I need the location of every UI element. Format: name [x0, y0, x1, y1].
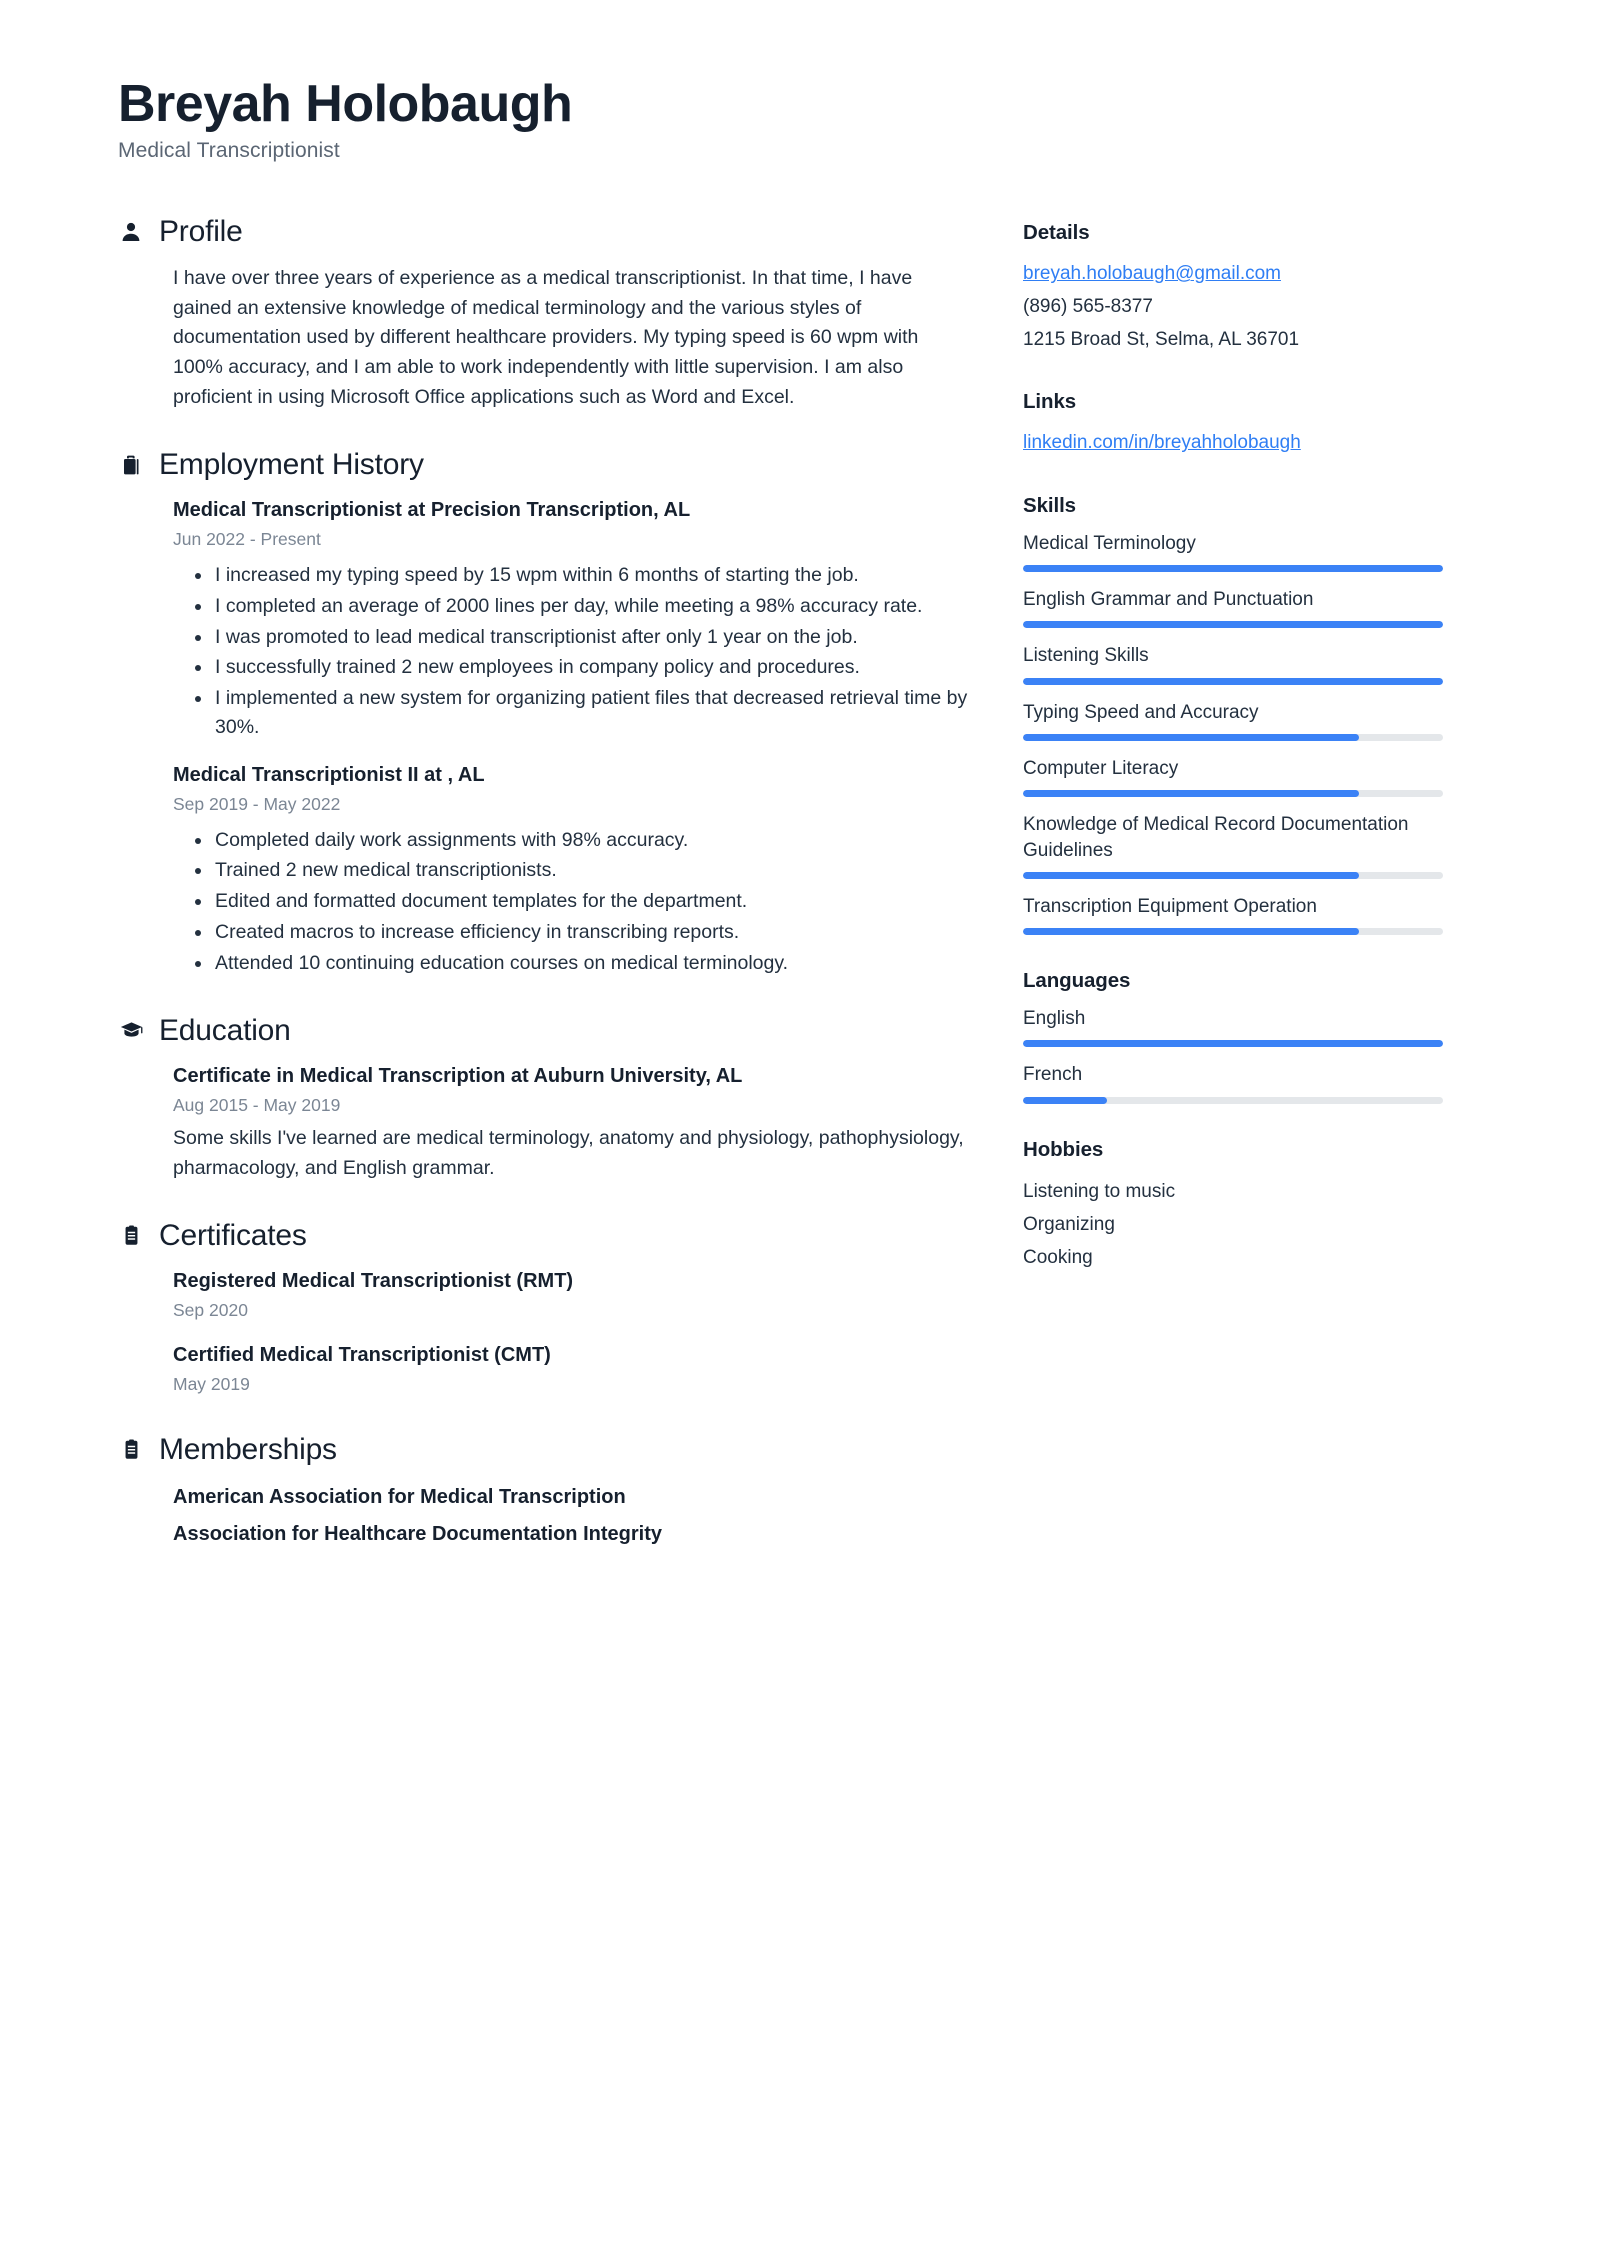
education-entry-date: Aug 2015 - May 2019 — [173, 1094, 341, 1115]
skill-bar-fill — [1023, 928, 1359, 935]
language-bar-track — [1023, 1040, 1443, 1047]
sidebar-column — [1023, 215, 1443, 1308]
skill-item — [1023, 894, 1443, 935]
section-employment-header — [118, 448, 968, 481]
list-item: I successfully trained 2 new employees in company policy and procedures. — [177, 653, 968, 682]
skill-item — [1023, 756, 1443, 797]
list-item: Created macros to increase efficiency in transcribing reports. — [177, 918, 968, 947]
skill-item — [1023, 587, 1443, 628]
section-certificates-body — [118, 1268, 968, 1397]
sidebar-languages-title: Languages — [1023, 969, 1131, 993]
person-icon — [118, 219, 144, 245]
resume-columns — [118, 215, 1520, 1586]
list-item: I was promoted to lead medical transcriptionist after only 1 year on the job. — [177, 623, 968, 652]
sidebar-skills-title: Skills — [1023, 493, 1076, 517]
certificate-entry-title: Registered Medical Transcriptionist (RMT) — [173, 1269, 574, 1292]
skill-item — [1023, 531, 1443, 572]
membership-entry: Association for Healthcare Documentation Integrity — [173, 1522, 662, 1545]
section-memberships-title: Memberships — [159, 1432, 337, 1466]
sidebar-details-title: Details — [1023, 221, 1090, 245]
clipboard-icon — [118, 1222, 144, 1248]
employment-entry-bullets — [173, 561, 968, 742]
list-item: I completed an average of 2000 lines per day, while meeting a 98% accuracy rate. — [177, 592, 968, 621]
language-bar-fill — [1023, 1040, 1443, 1047]
skill-bar-track — [1023, 928, 1443, 935]
sidebar-languages — [1023, 969, 1443, 1104]
language-bar-track — [1023, 1097, 1443, 1104]
skill-bar-track — [1023, 734, 1443, 741]
section-employment-body — [118, 497, 968, 977]
skill-bar-fill — [1023, 678, 1443, 685]
skill-bar-fill — [1023, 790, 1359, 797]
skill-bar-track — [1023, 790, 1443, 797]
section-certificates-header — [118, 1219, 968, 1252]
section-employment — [118, 448, 968, 977]
section-profile-body — [118, 264, 968, 412]
list-item: Edited and formatted document templates for the department. — [177, 887, 968, 916]
skill-bar-fill — [1023, 565, 1443, 572]
skill-bar-fill — [1023, 872, 1359, 879]
skill-label: Knowledge of Medical Record Documentation Guidelines — [1023, 814, 1409, 861]
skill-label: Typing Speed and Accuracy — [1023, 701, 1259, 723]
skill-item — [1023, 700, 1443, 741]
section-education — [118, 1014, 968, 1183]
section-education-body — [118, 1063, 968, 1183]
education-entry-description: Some skills I've learned are medical terminology, anatomy and physiology, pathophysiology, pharmacology, and English grammar. — [173, 1127, 964, 1179]
candidate-name: Breyah Holobaugh — [118, 75, 573, 133]
hobby-item: Organizing — [1023, 1213, 1115, 1235]
employment-entry — [173, 762, 968, 978]
list-item: I increased my typing speed by 15 wpm within 6 months of starting the job. — [177, 561, 968, 590]
language-item — [1023, 1062, 1443, 1103]
employment-entry — [173, 497, 968, 742]
skill-label: Transcription Equipment Operation — [1023, 895, 1317, 917]
section-profile-header — [118, 215, 968, 248]
phone-number: (896) 565-8377 — [1023, 295, 1153, 317]
address: 1215 Broad St, Selma, AL 36701 — [1023, 328, 1300, 350]
section-profile — [118, 215, 968, 412]
email-link[interactable]: breyah.holobaugh@gmail.com — [1023, 263, 1281, 285]
language-label: French — [1023, 1064, 1083, 1086]
profile-text: I have over three years of experience as a medical transcriptionist. In that time, I have gained an extensive knowledge of medical terminology and the various styles of documentation used by different healthcare providers. My typing speed is 60 wpm with 100% accuracy, and I am able to work independently with little supervision. I am also proficient in using Microsoft Office applications such as Word and Excel. — [173, 267, 919, 408]
certificate-entry — [173, 1268, 968, 1323]
membership-entry: American Association for Medical Transcription — [173, 1485, 626, 1508]
skill-bar-track — [1023, 565, 1443, 572]
graduation-cap-icon — [118, 1017, 144, 1043]
skill-bar-fill — [1023, 621, 1443, 628]
education-entry — [173, 1063, 968, 1183]
employment-entry-title: Medical Transcriptionist at Precision Transcription, AL — [173, 499, 691, 522]
section-profile-title: Profile — [159, 215, 243, 249]
employment-entry-date: Jun 2022 - Present — [173, 529, 321, 550]
sidebar-links — [1023, 390, 1443, 460]
list-item: Completed daily work assignments with 98% accuracy. — [177, 826, 968, 855]
sidebar-hobbies-title: Hobbies — [1023, 1137, 1104, 1161]
section-memberships-header — [118, 1433, 968, 1466]
list-item: I implemented a new system for organizing patient files that decreased retrieval time by 30%. — [177, 684, 968, 742]
employment-entry-bullets — [173, 826, 968, 978]
sidebar-links-title: Links — [1023, 390, 1077, 414]
list-item: Trained 2 new medical transcriptionists. — [177, 856, 968, 885]
skill-label: Medical Terminology — [1023, 532, 1196, 554]
skill-item — [1023, 812, 1443, 879]
section-memberships-body — [118, 1482, 968, 1550]
certificate-entry-date: May 2019 — [173, 1374, 250, 1395]
clipboard-icon — [118, 1436, 144, 1462]
skill-label: English Grammar and Punctuation — [1023, 589, 1314, 611]
skill-bar-track — [1023, 621, 1443, 628]
section-certificates — [118, 1219, 968, 1397]
skill-label: Computer Literacy — [1023, 757, 1179, 779]
language-bar-fill — [1023, 1097, 1107, 1104]
candidate-job-title: Medical Transcriptionist — [118, 139, 340, 163]
certificate-entry-title: Certified Medical Transcriptionist (CMT) — [173, 1344, 551, 1367]
sidebar-details — [1023, 221, 1443, 356]
skill-bar-track — [1023, 678, 1443, 685]
section-education-title: Education — [159, 1013, 291, 1047]
section-education-header — [118, 1014, 968, 1047]
certificate-entry-date: Sep 2020 — [173, 1299, 248, 1320]
section-certificates-title: Certificates — [159, 1218, 307, 1252]
resume-header — [118, 75, 1520, 163]
sidebar-skills — [1023, 494, 1443, 935]
skill-label: Listening Skills — [1023, 645, 1149, 667]
skill-item — [1023, 643, 1443, 684]
list-item: Attended 10 continuing education courses on medical terminology. — [177, 949, 968, 978]
hobby-item: Cooking — [1023, 1247, 1093, 1269]
section-employment-title: Employment History — [159, 448, 424, 482]
section-memberships — [118, 1433, 968, 1550]
sidebar-hobbies — [1023, 1138, 1443, 1275]
skill-bar-fill — [1023, 734, 1359, 741]
employment-entry-date: Sep 2019 - May 2022 — [173, 794, 341, 815]
briefcase-icon — [118, 452, 144, 478]
main-column — [118, 215, 1023, 1586]
education-entry-title: Certificate in Medical Transcription at Auburn University, AL — [173, 1064, 743, 1087]
employment-entry-title: Medical Transcriptionist II at , AL — [173, 764, 485, 787]
certificate-entry — [173, 1342, 968, 1397]
hobby-item: Listening to music — [1023, 1180, 1176, 1202]
language-item — [1023, 1006, 1443, 1047]
skill-bar-track — [1023, 872, 1443, 879]
linkedin-link[interactable]: linkedin.com/in/breyahholobaugh — [1023, 432, 1301, 454]
language-label: English — [1023, 1008, 1086, 1030]
